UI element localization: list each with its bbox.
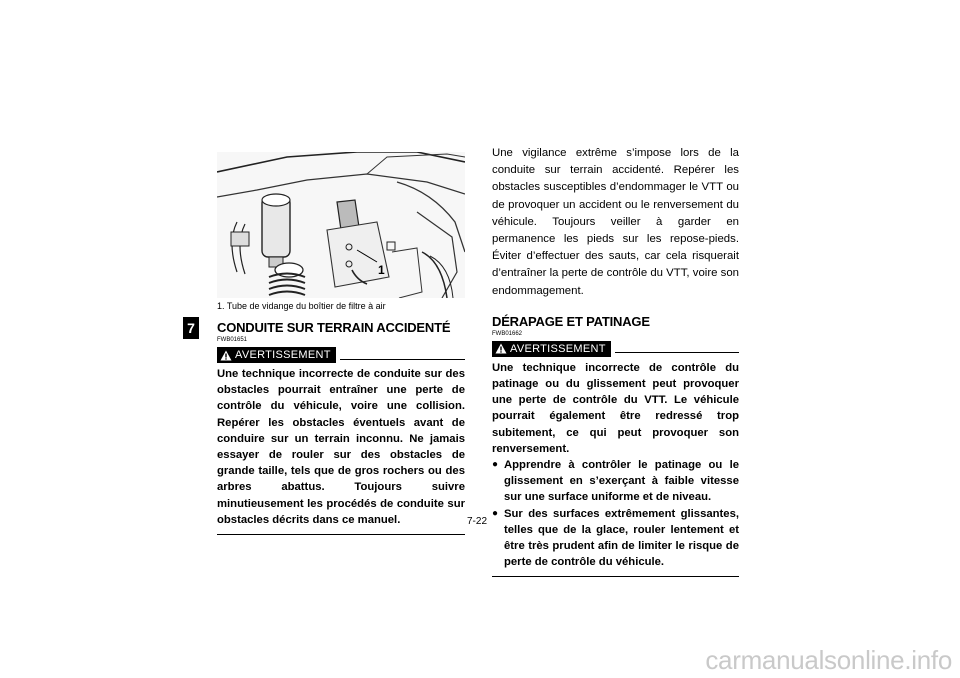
warning-badge <box>217 347 336 363</box>
warning-header <box>492 340 739 358</box>
warning-rule <box>615 344 739 353</box>
warning-triangle-icon <box>495 343 507 354</box>
warning-header <box>217 346 465 364</box>
warning-label: AVERTISSEMENT <box>235 349 331 361</box>
warning-badge <box>492 341 611 357</box>
bullet-dot: ● <box>492 507 499 519</box>
figure-callout: 1 <box>378 263 385 277</box>
chapter-tab: 7 <box>183 317 199 339</box>
engine-illustration <box>217 152 465 298</box>
right-column <box>492 145 739 577</box>
left-column <box>217 320 465 535</box>
watermark: carmanualsonline.info <box>705 645 952 675</box>
figure-caption: 1. Tube de vidange du boîtier de filtre à air <box>217 301 386 311</box>
intro-paragraph: Une vigilance extrême s’impose lors de la conduite sur terrain accidenté. Repérer les obstacles susceptibles d’endommager le VTT ou de provoquer un accident ou le renversement du véhicule. Toujours veiller à garder en permanence les pieds sur les repose-pieds. Éviter d’effectuer des sauts, car cela risquerait d’entraîner la perte de contrôle du VTT, voire son endommagement. <box>492 147 739 297</box>
bullet-item <box>492 506 739 571</box>
warning-paragraph: Une technique incorrecte de contrôle du patinage ou du glissement peut provoquer une perte de contrôle du VTT. Le véhicule pourrait également être redressé trop subitement, ce qui peut provoquer son renversement. <box>492 361 739 455</box>
warning-text: Une technique incorrecte de conduite sur des obstacles pourrait entraîner une perte de contrôle du véhicule, voire une collision. Repérer les obstacles éventuels avant de conduire sur un terrain inconnu. Ne jamais essayer de rouler sur des obstacles de grande taille, tels que de gros rochers ou des arbres abattus. Toujours suivre minutieusement les procédés de conduite sur obstacles décrits dans ce manuel. <box>217 368 465 526</box>
warning-text <box>492 360 739 571</box>
warning-label: AVERTISSEMENT <box>510 342 606 355</box>
bullet-text: Apprendre à contrôler le patinage ou le glissement en s’exerçant à faible vitesse sur une surface uniforme et de niveau. <box>504 459 739 504</box>
section-heading-rough-terrain: CONDUITE SUR TERRAIN ACCIDENTÉ <box>217 320 451 335</box>
warning-triangle-icon <box>220 350 232 361</box>
section-code: FWB01651 <box>217 337 248 343</box>
warning-end-rule <box>492 576 739 577</box>
page-number: 7-22 <box>467 516 488 527</box>
section-code: FWB01662 <box>492 330 523 337</box>
section-heading-skidding: DÉRAPAGE ET PATINAGE <box>492 313 650 329</box>
bullet-item <box>492 457 739 506</box>
air-filter-drain-drawing <box>217 152 465 298</box>
warning-end-rule <box>217 534 465 535</box>
bullet-text: Sur des surfaces extrêmement glissantes, telles que de la glace, rouler lentement et être très prudent afin de limiter le risque de perte de contrôle du véhicule. <box>504 507 739 569</box>
bullet-dot: ● <box>492 459 499 471</box>
warning-rule <box>340 351 465 360</box>
